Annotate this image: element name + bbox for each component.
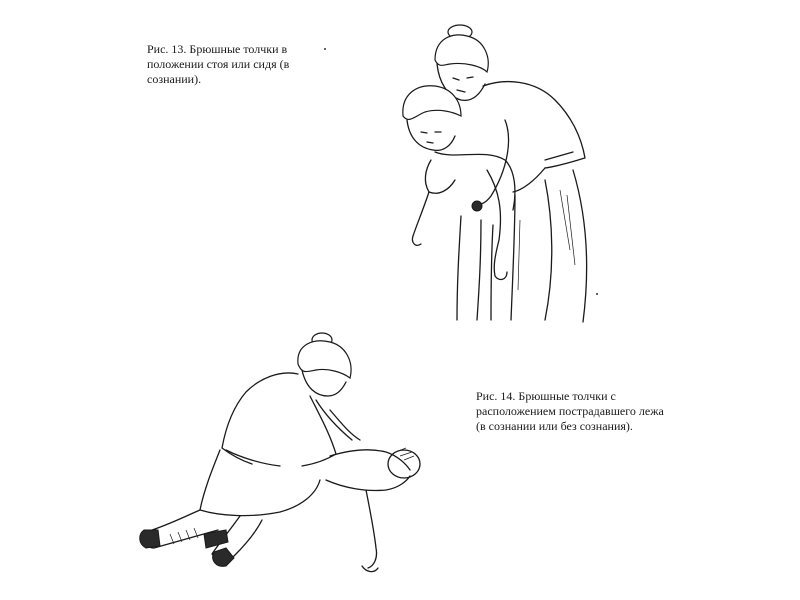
rescuer-hair — [298, 341, 351, 378]
victim-legs — [457, 216, 481, 320]
figure-14-illustration — [130, 330, 430, 580]
figure-14-caption — [476, 389, 664, 434]
caption-line: (в сознании или без сознания). — [476, 419, 633, 433]
victim-arm — [366, 490, 377, 568]
rescuer-shoe-left — [140, 530, 160, 548]
rescuer-face — [302, 370, 346, 396]
standing-thrust-drawing — [395, 20, 620, 330]
rescuer-leg-shading — [170, 528, 198, 544]
rescuer-belt — [226, 450, 280, 466]
victim-features — [421, 132, 441, 143]
victim-torso-top — [330, 450, 410, 470]
caption-line: Рис. 13. Брюшные толчки в — [147, 42, 288, 56]
rescuer-back — [483, 82, 585, 168]
rescuer-back — [222, 373, 298, 464]
rescuer-shirt-hem — [513, 152, 573, 192]
victim-hair — [403, 86, 461, 120]
rescuer-back-leg — [545, 170, 587, 322]
victim-sleeve — [425, 160, 455, 193]
rescuer-shoe-right — [213, 548, 234, 566]
caption-line: расположением пострадавшего лежа — [476, 404, 664, 418]
rescuer-fist — [472, 201, 482, 211]
lying-thrust-drawing — [130, 330, 430, 580]
figure-13-illustration — [395, 20, 620, 330]
victim-head — [388, 450, 420, 478]
caption-line: сознании). — [147, 72, 202, 86]
speck-mark — [324, 48, 326, 50]
rescuer-hair — [435, 35, 488, 72]
figure-13-caption — [147, 42, 289, 87]
caption-line: Рис. 14. Брюшные толчки с — [476, 389, 616, 403]
victim-left-arm — [412, 192, 429, 245]
victim-face — [407, 120, 455, 150]
victim-torso-bottom — [326, 476, 410, 491]
rescuer-pants-shading — [518, 190, 575, 290]
rescuer-hips — [200, 450, 320, 516]
rescuer-features — [453, 77, 473, 92]
caption-line: положении стоя или сидя (в — [147, 57, 290, 71]
rescuer-arm — [475, 120, 509, 204]
